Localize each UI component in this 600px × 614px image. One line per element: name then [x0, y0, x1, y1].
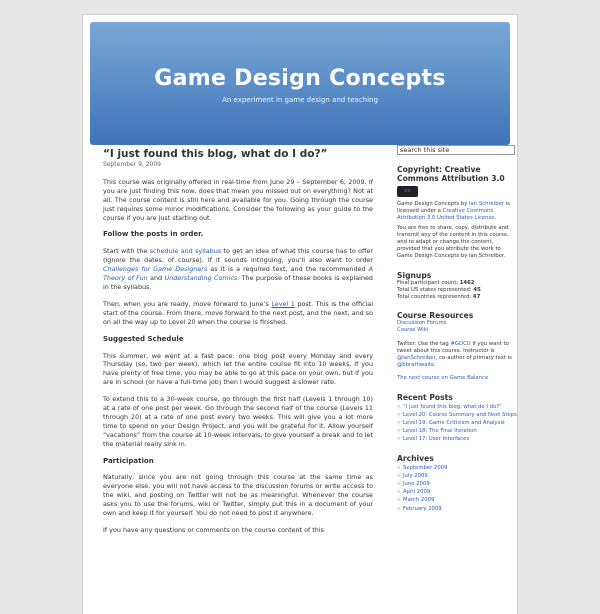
post-title-link[interactable]: “I just found this blog, what do I do?” — [103, 148, 328, 160]
signup-stat: Final participant count: 1462 — [397, 279, 475, 286]
intro-paragraph: This course was originally offered in real-time from June 29 – September 6, 2009. If you are just finding this now, does that mean you missed out on everything? Not at all. The course content is still here and available for you. Going through the course just requires some minor modifications. Consider the following as your guide to the course if you are just starting out. — [103, 177, 373, 222]
list-item — [397, 412, 517, 419]
gdcu-tag-link[interactable]: #GDCU — [450, 340, 471, 347]
bbrathwaite-link[interactable]: @bbrathwaite — [397, 362, 435, 369]
archive-link[interactable]: February 2009 — [403, 505, 442, 512]
search-input[interactable] — [397, 145, 515, 155]
resources-heading: Course Resources — [397, 311, 474, 321]
list-item — [397, 506, 517, 513]
cc-license-icon[interactable]: cc — [397, 186, 418, 197]
signup-stat: Total US states represented: 45 — [397, 286, 481, 293]
list-item — [397, 473, 517, 480]
list-item — [397, 465, 517, 472]
resources-section — [397, 311, 517, 382]
recent-post-link[interactable]: Level 19: Game Criticism and Analysis — [403, 420, 505, 427]
archive-link[interactable]: March 2009 — [403, 497, 435, 504]
post-content — [103, 148, 373, 543]
list-item — [397, 428, 517, 435]
list-item — [397, 436, 517, 443]
blog-description: An experiment in game design and teaching — [222, 96, 378, 104]
heading-follow: Follow the posts in order. — [103, 230, 204, 239]
page-container — [82, 14, 518, 614]
archive-link[interactable]: April 2009 — [403, 489, 431, 496]
archives-heading: Archives — [397, 453, 434, 463]
archive-link[interactable]: June 2009 — [403, 481, 430, 488]
level-1-link[interactable]: Level 1 — [271, 299, 295, 308]
schedule-paragraph-1: This summer, we went at a fast pace: one blog post every Monday and every Thursday (so, two per week), which let the entire course fit into 10 weeks. If you have plenty of free time, you may be able to go at this pace on your own, but if you are in school (or have a full-time job) then I would suggest a slower rate. — [103, 351, 373, 387]
discussion-forums-link[interactable]: Discussion Forums — [397, 320, 447, 327]
copyright-section — [397, 165, 517, 261]
list-item — [397, 497, 517, 504]
list-item — [397, 420, 517, 427]
signups-section — [397, 271, 517, 302]
recent-post-link[interactable]: Level 17: User Interfaces — [403, 436, 470, 443]
archive-link[interactable]: September 2009 — [403, 464, 448, 471]
game-balance-course-link[interactable]: The next course on Game Balance — [397, 375, 489, 382]
archives-section — [397, 454, 517, 513]
signups-heading: Signups — [397, 270, 432, 280]
list-item — [397, 489, 517, 496]
then-paragraph: Then, when you are ready, move forward to June’s Level 1 post. This is the official start of the course. From there, move forward to the next post, and the next, and so on all the way up to Level 20 when the course is finished. — [103, 299, 373, 326]
license-link[interactable]: Creative Commons Attribution 3.0 United States License — [397, 208, 495, 222]
ianschreiber-link[interactable]: @IanSchreiber — [397, 355, 436, 362]
recent-post-link[interactable]: Level 20: Course Summary and Next Steps — [403, 411, 517, 418]
last-paragraph: If you have any questions or comments on the course content of this — [103, 526, 324, 534]
course-wiki-link[interactable]: Course Wiki — [397, 327, 429, 334]
recent-post-link[interactable]: “I just found this blog, what do I do?” — [403, 403, 502, 410]
recent-post-link[interactable]: Level 18: The Final Iteration — [403, 428, 477, 435]
recent-posts-section — [397, 393, 517, 444]
free-to-share-text: You are free to share, copy, distribute and transmit any of the content in this course, and to adapt or change the content, provided that you attribute the work to Game Design Concepts by Ian Schreiber. — [397, 224, 509, 260]
twitter-text: Twitter: Use the tag #GDCU if you want to tweet about this course. Instructor is @IanSchreiber, co-author of primary text is @bbrathwaite. — [397, 340, 512, 369]
theory-of-fun-link[interactable]: A Theory of Fun — [103, 265, 373, 283]
blog-title-link[interactable]: Game Design Concepts — [154, 66, 446, 91]
copyright-heading: Copyright: Creative Commons Attribution 3.0 — [397, 165, 505, 183]
blog-header — [90, 22, 510, 145]
recent-posts-heading: Recent Posts — [397, 392, 453, 402]
author-link[interactable]: Ian Schreiber — [468, 201, 505, 207]
archive-link[interactable]: July 2009 — [403, 472, 428, 479]
signup-stat: Total countries represented: 47 — [397, 294, 481, 301]
understanding-comics-link[interactable]: Understanding Comics — [164, 274, 238, 283]
challenges-book-link[interactable]: Challenges for Game Designers — [103, 265, 208, 274]
list-item — [397, 404, 517, 411]
list-item — [397, 481, 517, 488]
heading-participation: Participation — [103, 456, 154, 465]
schedule-paragraph-2: To extend this to a 30-week course, go through the first half (Levels 1 through 10) at a rate of one post per week. Go through the second half of the course (Levels 11 through 20) at a rate of one post every two weeks. This will give you a lot more time to spend on your Design Project, and you will be grateful for it. Allow yourself “vacations” from the course at 10-week intervals, to give yourself a break and to let the material really sink in. — [103, 395, 373, 448]
copyright-text: Game Design Concepts by Ian Schreiber is licensed under a Creative Commons Attribution 3.0 United States License. — [397, 201, 510, 222]
schedule-syllabus-link[interactable]: schedule and syllabus — [149, 247, 222, 256]
participation-paragraph: Naturally, since you are not going through this course at the same time as everyone else, you will not have access to the discussion forums or write access to the wiki, and posting on Twitter will not be as meaningful. Whenever the course asks you to use the forums, wiki or Twitter, simply put this in a document of your own and keep it for yourself. You do not need to post it anywhere. — [103, 473, 373, 518]
sidebar — [397, 145, 517, 514]
post-date: September 9, 2009 — [103, 161, 161, 168]
follow-paragraph: Start with the schedule and syllabus to get an idea of what this course has to offer (ignore the dates, of course). If it sounds intriguing, you’ll also want to order Challenges for Game Designers as it is a required text, and the recommended A Theory of Fun and Understanding Comics. The purpose of these books is explained in the syllabus. — [103, 247, 373, 291]
heading-schedule: Suggested Schedule — [103, 334, 184, 343]
